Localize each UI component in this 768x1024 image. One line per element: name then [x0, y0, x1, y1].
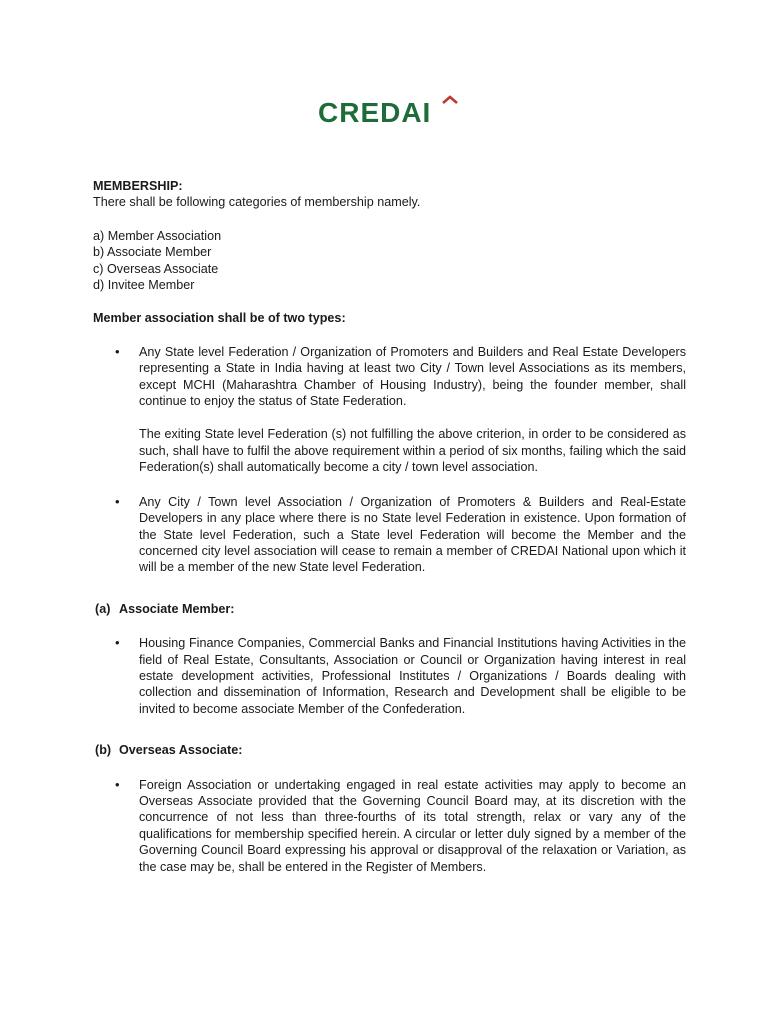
associate-member-list [93, 635, 686, 717]
section-letter: (a) [95, 601, 111, 616]
section-title: Associate Member: [119, 601, 235, 616]
member-association-list [93, 344, 686, 410]
overseas-associate-heading [95, 742, 686, 758]
bullet-overseas-associate: • Foreign Association or undertaking engaged in real estate activities may apply to become an Overseas Associate provided that the Governing Council Board may, at its discretion with the concurrence of not less than three-fourths of its total strength, relax or vary any of the qualifications for membership specified herein. A circular or letter duly signed by a member of the Governing Council Board expressing his approval or disapproval of the relaxation or Variation, as the case may be, shall be entered in the Register of Members. [93, 777, 686, 875]
member-association-list-2 [93, 494, 686, 576]
credai-logo [318, 94, 464, 128]
member-association-title: Member association shall be of two types: [93, 311, 346, 326]
category-item: d) Invitee Member [93, 278, 195, 293]
membership-heading: MEMBERSHIP: [93, 179, 183, 193]
document-body [93, 178, 686, 875]
section-letter: (b) [95, 743, 112, 758]
category-item: c) Overseas Associate [93, 261, 219, 276]
membership-intro: There shall be following categories of membership namely. [93, 195, 421, 210]
bullet-state-federation: • Any State level Federation / Organization of Promoters and Builders and Real Estate Developers representing a State in India having at least two City / Town level Associations as its members, except MCHI (Maharashtra Chamber of Housing Industry), being the founder member, shall continue to enjoy the status of State Federation. [93, 344, 686, 410]
associate-member-heading [95, 601, 686, 617]
category-item: b) Associate Member [93, 245, 212, 260]
logo-wordmark: CREDAI [318, 97, 432, 128]
category-list [93, 228, 686, 294]
bullet-city-association: • Any City / Town level Association / Organization of Promoters & Builders and Real-Estate Developers in any place where there is no State level Federation in existence. Upon formation of the State level Federation, such a State level Federation will become the Member and the concerned city level association will cease to remain a member of CREDAI National upon which it will be a member of the new State level Federation. [93, 494, 686, 576]
state-federation-followup: The exiting State level Federation (s) not fulfilling the above criterion, in order to be considered as such, shall have to fulfil the above requirement within a period of six months, failing which the said Federation(s) shall automatically become a city / town level association. [139, 427, 686, 475]
overseas-associate-list [93, 777, 686, 875]
bullet-associate-member: • Housing Finance Companies, Commercial Banks and Financial Institutions having Activities in the field of Real Estate, Consultants, Association or Council or Organization having interest in real estate development activities, Professional Institutes / Organizations / Boards dealing with collection and dissemination of Information, Research and Development shall be eligible to be invited to become associate Member of the Confederation. [93, 635, 686, 717]
logo-roof-mark [443, 97, 457, 103]
category-item: a) Member Association [93, 228, 222, 243]
section-title: Overseas Associate: [119, 743, 243, 758]
